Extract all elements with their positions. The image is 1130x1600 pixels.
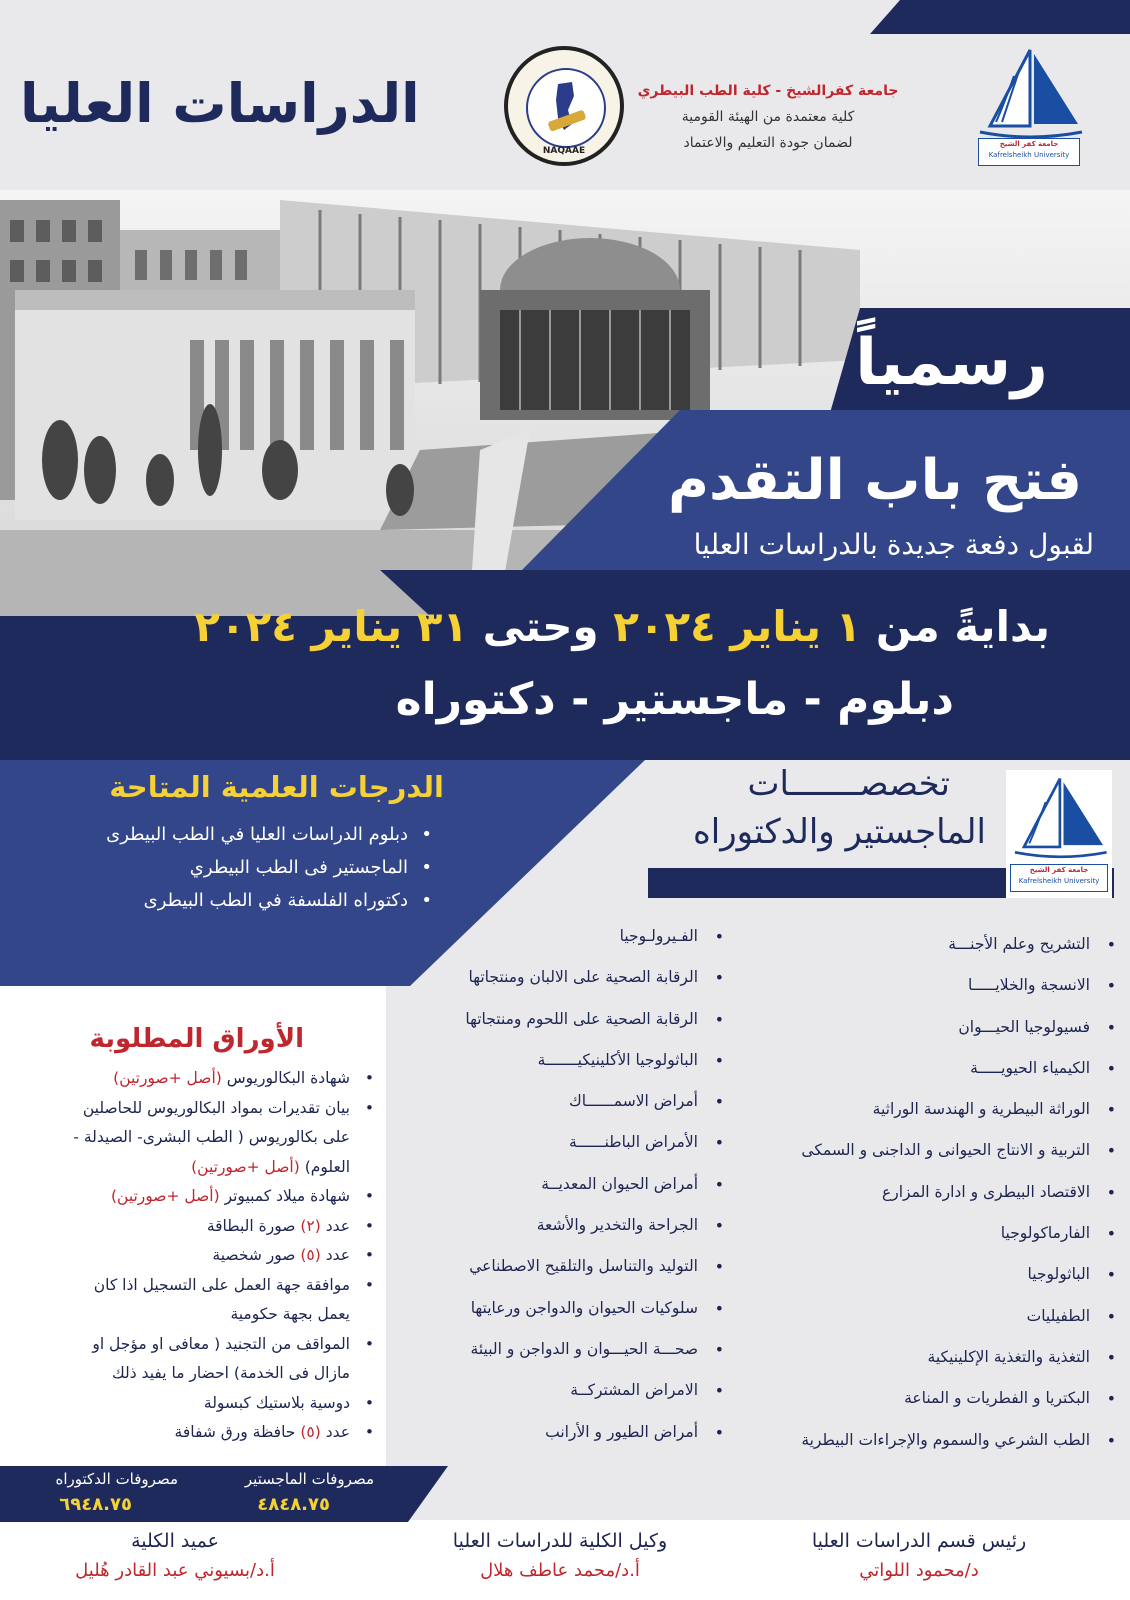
paper-item [73, 1212, 350, 1242]
specialization-item: • الوراثة البيطرية و الهندسة الوراثية [801, 1089, 1090, 1130]
paper-text: شهادة ميلاد كمبيوتر [219, 1187, 350, 1205]
seal-emblem-icon [526, 68, 606, 148]
specialization-item: • فسيولوجيا الحيـــوان [801, 1007, 1090, 1048]
specialization-item: • الاقتصاد البيطرى و ادارة المزارع [801, 1172, 1090, 1213]
signature-role: عميد الكلية [131, 1530, 219, 1552]
specialization-item: • الكيمياء الحيويـــــة [801, 1048, 1090, 1089]
specialization-item: • الجراحة والتخدير والأشعة [465, 1205, 698, 1246]
specialization-item: • الباثولوجيا [801, 1254, 1090, 1295]
paper-text: موافقة جهة العمل على التسجيل اذا كان [93, 1275, 350, 1294]
signature-name: د/محمود اللواتي [859, 1560, 979, 1581]
masters-fee-value: ٤٨٤٨.٧٥ [257, 1494, 330, 1515]
paper-highlight: (٥) [300, 1246, 321, 1264]
paper-text: بيان تقديرات بمواد البكالوريوس للحاصلين [82, 1098, 350, 1117]
degrees-list [106, 818, 408, 917]
paper-text: على بكالوريوس ( الطب البشرى- الصيدلة - [73, 1128, 350, 1146]
papers-list [73, 1064, 350, 1448]
paper-text: يعمل بجهة حكومية [230, 1305, 350, 1323]
specialization-item: • الفـيرولـوجيا [465, 916, 698, 957]
date-prefix: بدايةً من [875, 602, 1050, 651]
specializations-right-list [801, 924, 1090, 1461]
specialization-item: • التشريح وعلم الأجنـــة [801, 924, 1090, 965]
paper-item [73, 1064, 350, 1094]
logo-label: جامعة كفر الشيخ Kafrelsheikh University [978, 138, 1080, 166]
specialization-item: • سلوكيات الحيوان والدواجن ورعايتها [465, 1288, 698, 1329]
page-title: الدراسات العليا [20, 72, 420, 135]
paper-text: صور شخصية [212, 1246, 301, 1264]
paper-highlight: (أصل +صورتين) [110, 1187, 220, 1205]
specialization-item: • الرقابة الصحية على اللحوم ومنتجاتها [465, 999, 698, 1040]
paper-highlight: (٥) [300, 1423, 321, 1441]
programs-line: دبلوم - ماجستير - دكتوراه [395, 674, 954, 725]
date-from: ١ يناير ٢٠٢٤ [613, 602, 862, 651]
specialization-item: • الرقابة الصحية على الالبان ومنتجاتها [465, 957, 698, 998]
paper-text: عدد [320, 1246, 350, 1264]
signature-role: وكيل الكلية للدراسات العليا [452, 1530, 668, 1552]
phd-fee-value: ٦٩٤٨.٧٥ [59, 1494, 132, 1515]
paper-text: حافظة ورق شفافة [174, 1423, 301, 1441]
paper-text: العلوم) [299, 1157, 350, 1176]
papers-heading: الأوراق المطلوبة [89, 1024, 304, 1054]
paper-text: دوسية بلاستيك كبسولة [203, 1393, 350, 1412]
specialization-item: • أمراض الحيوان المعديــة [465, 1164, 698, 1205]
phd-fee-label: مصروفات الدكتوراه [55, 1470, 178, 1488]
paper-item [73, 1300, 350, 1330]
paper-item [73, 1330, 350, 1360]
paper-text: المواقف من التجنيد ( معافى او مؤجل او [92, 1334, 350, 1353]
accreditation-line-2: لضمان جودة التعليم والاعتماد [683, 135, 853, 151]
specialization-item: • الانسجة والخلايـــــا [801, 965, 1090, 1006]
signature-block [784, 1530, 1054, 1581]
paper-highlight: (٢) [300, 1216, 321, 1235]
signature-block [10, 1530, 340, 1581]
university-logo [970, 46, 1088, 172]
specialization-item: • أمراض الطيور و الأرانب [465, 1412, 698, 1453]
degrees-heading: الدرجات العلمية المتاحة [109, 770, 444, 804]
university-logo-small [1006, 770, 1112, 898]
paper-item [73, 1389, 350, 1419]
date-to: ٣١ يناير ٢٠٢٤ [194, 602, 468, 651]
specialization-item: • التغذية والتغذية الإكلينيكية [801, 1337, 1090, 1378]
specialization-item: • البكتريا و الفطريات و المناعة [801, 1378, 1090, 1419]
specialization-item: • التربية و الانتاج الحيوانى و الداجنى و السمكى [801, 1130, 1090, 1171]
specialization-item: • الفارماكولوجيا [801, 1213, 1090, 1254]
paper-text: شهادة البكالوريوس [221, 1069, 350, 1087]
paper-text: عدد [320, 1216, 350, 1235]
paper-item [73, 1418, 350, 1448]
specialization-item: • صحـــة الحيـــوان و الدواجن و البيئة [465, 1329, 698, 1370]
paper-highlight: (أصل +صورتين) [191, 1157, 300, 1176]
university-info [618, 78, 918, 156]
specialization-item: • الباثولوجيا الأكلينيكيـــــــة [465, 1040, 698, 1081]
specialization-item: • الطب الشرعي والسموم والإجراءات البيطرية [801, 1420, 1090, 1461]
paper-item [73, 1182, 350, 1212]
specializations-left-list [465, 916, 698, 1453]
paper-item [73, 1153, 350, 1183]
degree-item: • دبلوم الدراسات العليا في الطب البيطرى [106, 818, 408, 851]
sailboat-icon [1006, 770, 1112, 870]
corner-stripe [870, 0, 1130, 34]
paper-item [73, 1359, 350, 1389]
seal-label: NAQAAE [542, 146, 586, 156]
accreditation-line-1: كلية معتمدة من الهيئة القومية [681, 109, 855, 125]
date-range [194, 602, 1050, 651]
specialization-item: • الطفيليات [801, 1296, 1090, 1337]
paper-item [73, 1094, 350, 1124]
signature-role: رئيس قسم الدراسات العليا [811, 1530, 1027, 1552]
naqaae-seal [504, 46, 624, 166]
specialization-item: • أمراض الاسمــــــاك [465, 1081, 698, 1122]
specialization-item: • الامراض المشتركــة [465, 1370, 698, 1411]
paper-text: مازال فى الخدمة) احضار ما يفيد ذلك [111, 1364, 350, 1382]
paper-item [73, 1241, 350, 1271]
specializations-heading-1: تخصصـــــــات [747, 764, 950, 804]
paper-item [73, 1271, 350, 1301]
officially-heading: رسمياً [855, 326, 1048, 400]
specialization-item: • الأمراض الباطنــــــة [465, 1122, 698, 1163]
signature-name: أ.د/محمد عاطف هلال [480, 1560, 640, 1581]
specialization-item: • التوليد والتناسل والتلقيح الاصطناعي [465, 1246, 698, 1287]
university-line: جامعة كفرالشيخ - كلية الطب البيطري [637, 83, 899, 99]
masters-fee-label: مصروفات الماجستير [244, 1470, 374, 1488]
open-application-title: فتح باب التقدم [668, 448, 1082, 513]
paper-highlight: (أصل +صورتين) [113, 1069, 222, 1087]
logo-label: جامعة كفر الشيخ Kafrelsheikh University [1010, 864, 1108, 892]
degree-item: • دكتوراه الفلسفة في الطب البيطرى [106, 884, 408, 917]
paper-item [73, 1123, 350, 1153]
date-middle: وحتى [482, 602, 599, 651]
open-application-subtitle: لقبول دفعة جديدة بالدراسات العليا [693, 528, 1094, 561]
signature-block [410, 1530, 710, 1581]
specializations-heading-2: الماجستير والدكتوراه [692, 812, 986, 852]
paper-text: عدد [320, 1423, 350, 1441]
signature-name: أ.د/بسيوني عبد القادر هُليل [75, 1560, 275, 1581]
paper-text: صورة البطاقة [206, 1216, 301, 1235]
degree-item: • الماجستير فى الطب البيطري [106, 851, 408, 884]
sailboat-icon [970, 46, 1088, 146]
